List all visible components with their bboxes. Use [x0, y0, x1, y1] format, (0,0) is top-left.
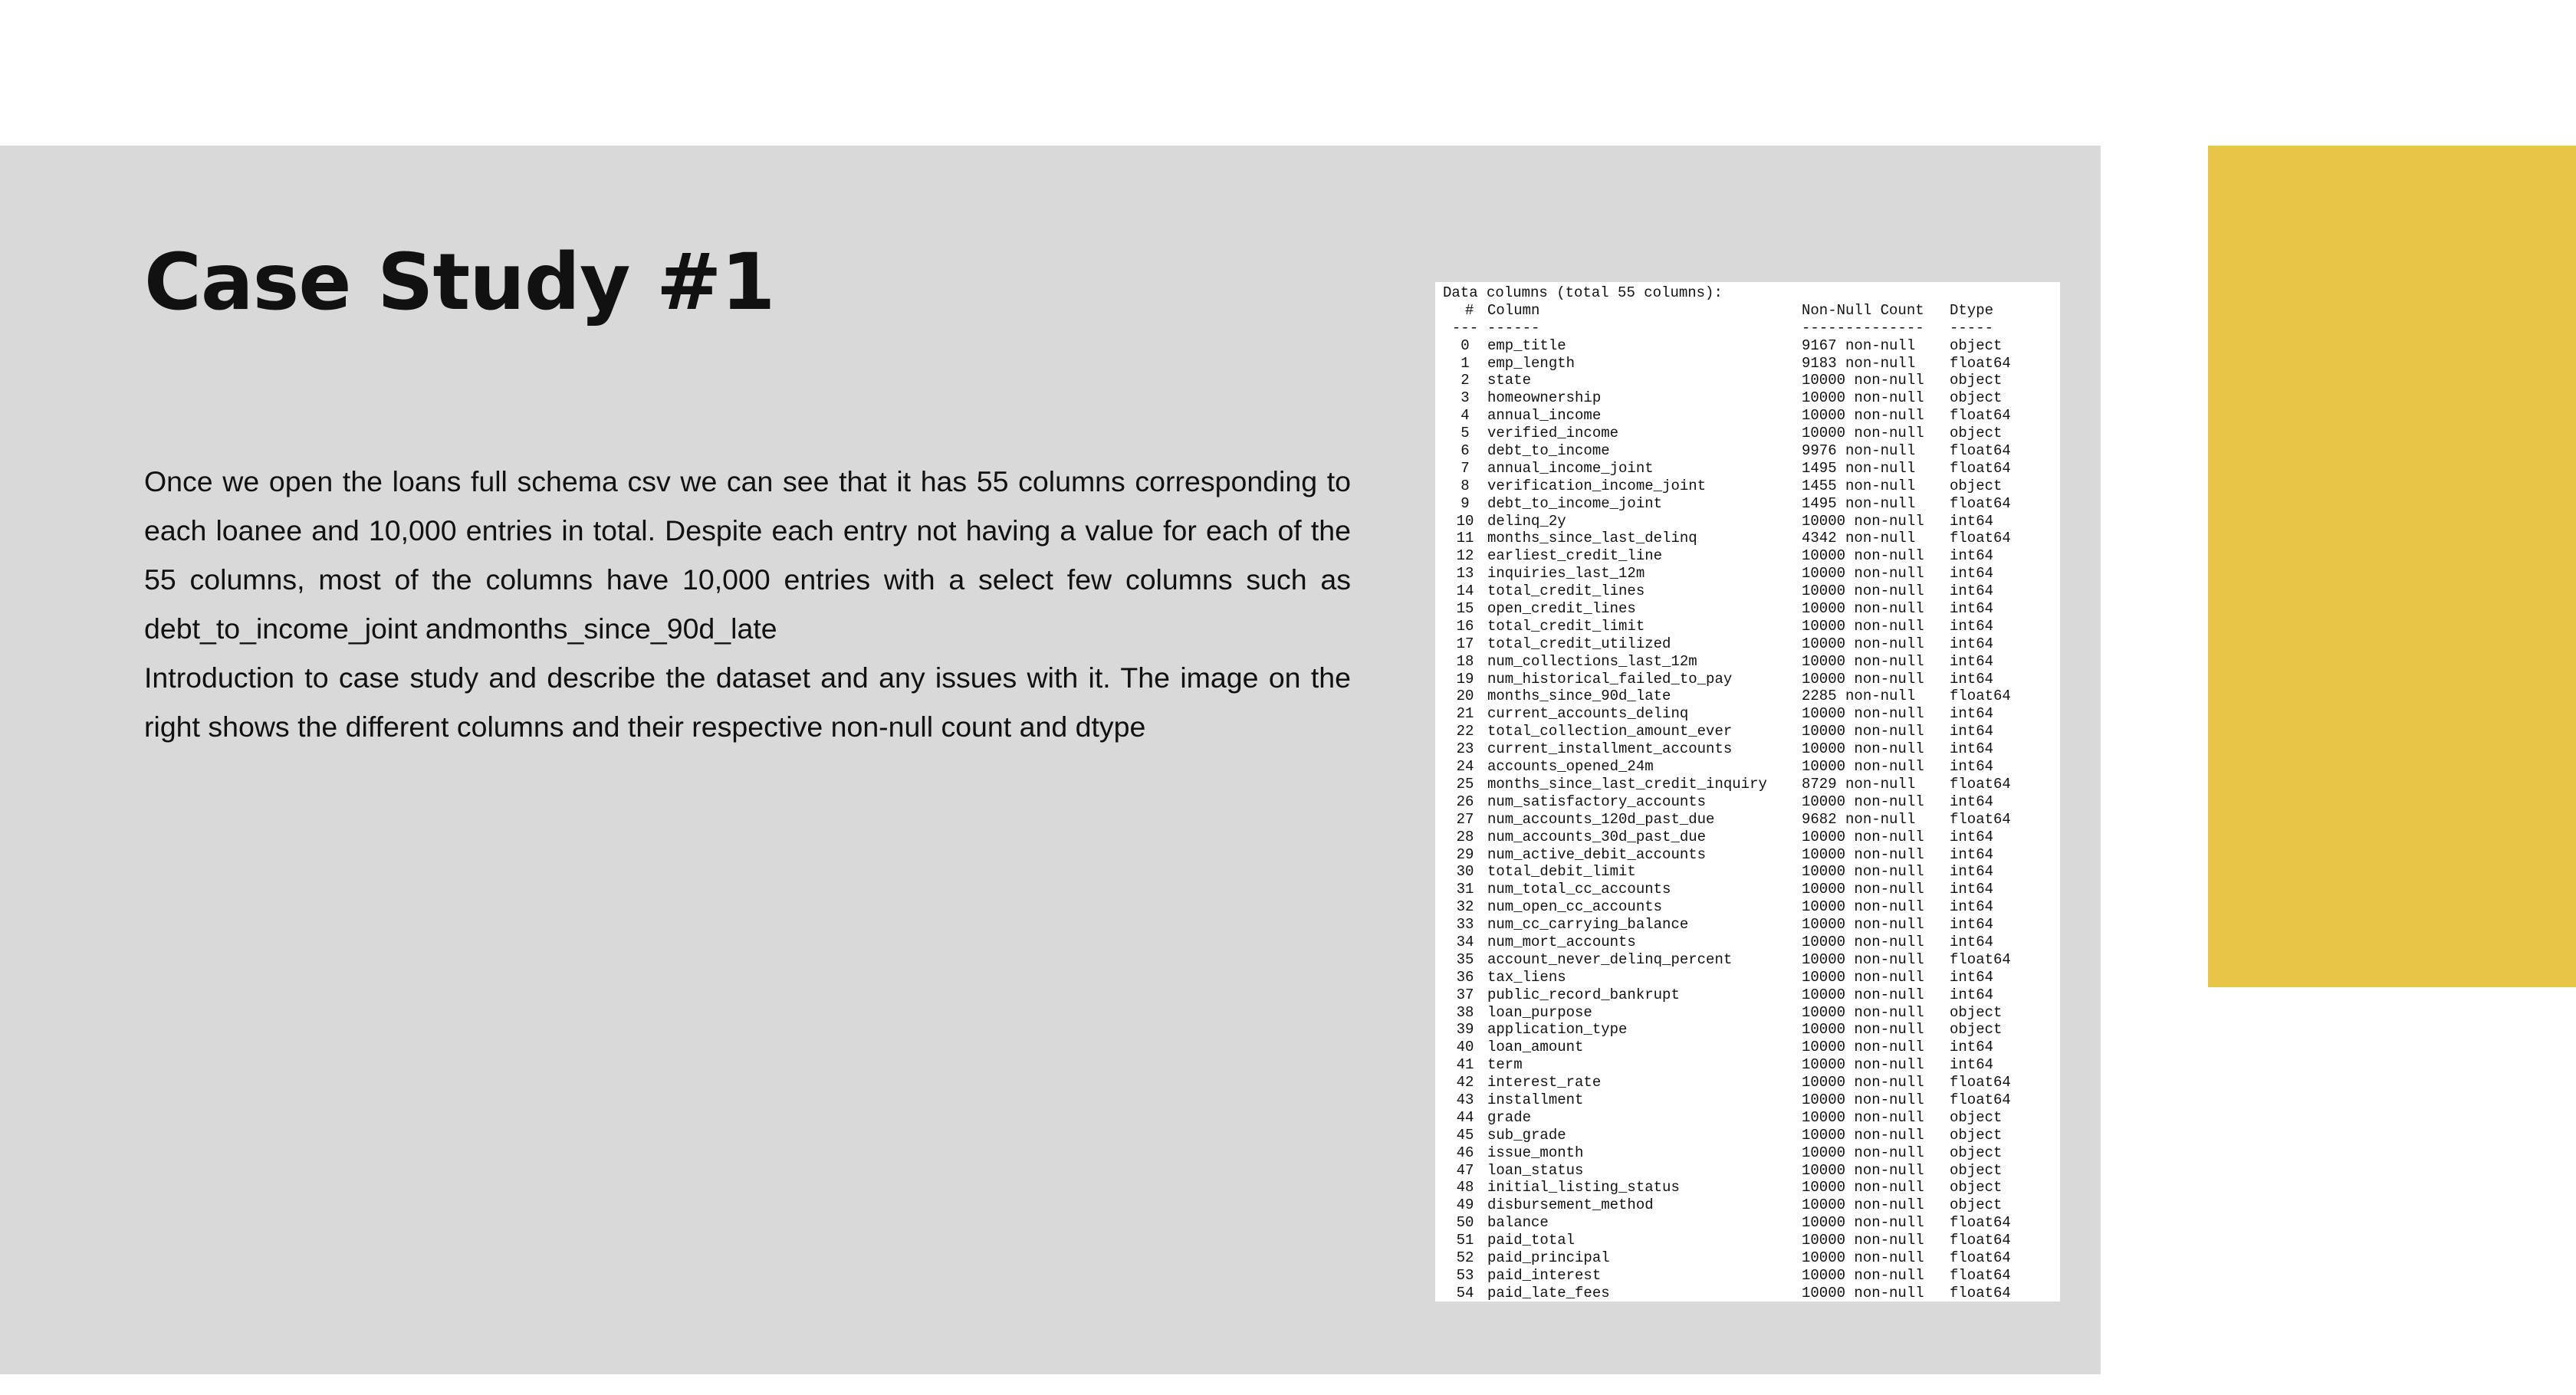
schema-cell-dtype: float64 — [1950, 494, 2011, 512]
schema-cell-count: 10000 non-null — [1802, 986, 1924, 1003]
schema-cell-dtype: float64 — [1950, 688, 2011, 705]
schema-cell-index: 35 — [1456, 950, 1474, 968]
schema-cell-dtype: float64 — [1950, 459, 2011, 477]
schema-cell-column: total_credit_lines — [1487, 583, 1645, 600]
schema-cell-dtype: object — [1950, 1003, 2003, 1021]
schema-row — [1443, 513, 2060, 530]
schema-cell-dtype: object — [1950, 372, 2003, 389]
schema-cell-index: 20 — [1456, 688, 1474, 705]
schema-cell-count: 10000 non-null — [1802, 407, 1924, 425]
schema-cell-index: 47 — [1456, 1161, 1474, 1179]
schema-row — [1443, 1249, 2060, 1267]
schema-cell-column: disbursement_method — [1487, 1196, 1654, 1214]
schema-cell-column: emp_title — [1487, 336, 1566, 354]
schema-row — [1443, 793, 2060, 811]
schema-cell-column: earliest_credit_line — [1487, 547, 1663, 565]
schema-cell-dtype: float64 — [1950, 1249, 2011, 1266]
schema-row — [1443, 1004, 2060, 1022]
schema-row — [1443, 583, 2060, 600]
schema-summary: Data columns (total 55 columns): — [1443, 284, 1723, 301]
schema-row — [1443, 1127, 2060, 1144]
schema-cell-column: issue_month — [1487, 1144, 1584, 1161]
slide-title: Case Study #1 — [144, 237, 775, 328]
schema-cell-column: num_historical_failed_to_pay — [1487, 670, 1733, 688]
schema-cell-index: 49 — [1456, 1196, 1474, 1214]
accent-yellow-block — [2208, 146, 2576, 987]
schema-cell-index: 29 — [1456, 845, 1474, 863]
schema-cell-index: 2 — [1460, 372, 1470, 389]
schema-cell-column: delinq_2y — [1487, 512, 1566, 530]
schema-cell-count: 10000 non-null — [1802, 1196, 1924, 1214]
schema-cell-dtype: int64 — [1950, 793, 1994, 810]
schema-row — [1443, 478, 2060, 495]
schema-cell-count: 10000 non-null — [1802, 1039, 1924, 1056]
schema-cell-count: 10000 non-null — [1802, 1249, 1924, 1266]
schema-cell-dtype: int64 — [1950, 881, 1994, 898]
schema-row — [1443, 547, 2060, 565]
schema-cell-dtype: float64 — [1950, 1214, 2011, 1232]
schema-cell-count: 10000 non-null — [1802, 1179, 1924, 1196]
schema-row — [1443, 565, 2060, 583]
schema-cell-dtype: int64 — [1950, 828, 1994, 845]
schema-cell-index: 51 — [1456, 1232, 1474, 1249]
schema-cell-index: 5 — [1460, 425, 1470, 442]
schema-cell-column: paid_principal — [1487, 1249, 1610, 1266]
schema-row — [1443, 635, 2060, 653]
schema-cell-index: 13 — [1456, 565, 1474, 583]
schema-cell-index: 28 — [1456, 828, 1474, 845]
schema-cell-column: months_since_last_delinq — [1487, 530, 1697, 547]
schema-cell-column: paid_interest — [1487, 1266, 1602, 1284]
schema-cell-dtype: int64 — [1950, 916, 1994, 934]
schema-cell-dtype: int64 — [1950, 986, 1994, 1003]
schema-cell-column: current_accounts_delinq — [1487, 705, 1689, 723]
schema-cell-index: 16 — [1456, 617, 1474, 635]
schema-header-dtype: Dtype — [1950, 301, 1994, 319]
schema-cell-dtype: int64 — [1950, 1039, 1994, 1056]
schema-cell-column: balance — [1487, 1214, 1549, 1232]
schema-cell-dtype: int64 — [1950, 652, 1994, 670]
schema-cell-count: 10000 non-null — [1802, 670, 1924, 688]
schema-cell-count: 10000 non-null — [1802, 828, 1924, 845]
schema-row — [1443, 1144, 2060, 1162]
body-paragraph-introduction: Introduction to case study and describe the dataset and any issues with it. The image on the right shows the different columns and their respective non-null count and dtype — [144, 661, 1351, 743]
schema-cell-dtype: object — [1950, 1144, 2003, 1161]
schema-cell-count: 10000 non-null — [1802, 898, 1924, 916]
schema-cell-count: 10000 non-null — [1802, 372, 1924, 389]
schema-cell-count: 10000 non-null — [1802, 600, 1924, 618]
schema-row — [1443, 1196, 2060, 1214]
schema-cell-dtype: object — [1950, 477, 2003, 494]
schema-cell-dtype: int64 — [1950, 600, 1994, 618]
schema-cell-count: 10000 non-null — [1802, 652, 1924, 670]
schema-cell-dtype: object — [1950, 1126, 2003, 1144]
schema-cell-index: 14 — [1456, 583, 1474, 600]
schema-cell-count: 10000 non-null — [1802, 723, 1924, 740]
schema-cell-index: 6 — [1460, 442, 1470, 460]
schema-cell-column: num_open_cc_accounts — [1487, 898, 1663, 916]
schema-cell-dtype: int64 — [1950, 898, 1994, 916]
schema-cell-count: 10000 non-null — [1802, 1056, 1924, 1074]
schema-row — [1443, 881, 2060, 898]
schema-cell-index: 9 — [1460, 494, 1470, 512]
schema-cell-column: debt_to_income — [1487, 442, 1610, 460]
schema-cell-column: paid_late_fees — [1487, 1284, 1610, 1301]
schema-cell-count: 10000 non-null — [1802, 950, 1924, 968]
schema-cell-count: 10000 non-null — [1802, 1091, 1924, 1108]
schema-cell-dtype: float64 — [1950, 442, 2011, 460]
schema-cell-dtype: int64 — [1950, 583, 1994, 600]
schema-cell-count: 10000 non-null — [1802, 565, 1924, 583]
schema-cell-dtype: float64 — [1950, 950, 2011, 968]
schema-cell-dtype: int64 — [1950, 933, 1994, 950]
schema-cell-dtype: float64 — [1950, 407, 2011, 425]
schema-row — [1443, 863, 2060, 881]
schema-cell-index: 52 — [1456, 1249, 1474, 1266]
schema-cell-index: 54 — [1456, 1284, 1474, 1301]
schema-cell-index: 39 — [1456, 1021, 1474, 1039]
schema-cell-dtype: float64 — [1950, 1266, 2011, 1284]
schema-row — [1443, 829, 2060, 846]
schema-separator-column: ------ — [1487, 319, 1540, 336]
schema-cell-count: 10000 non-null — [1802, 705, 1924, 723]
schema-cell-count: 10000 non-null — [1802, 1074, 1924, 1091]
schema-cell-dtype: int64 — [1950, 1056, 1994, 1074]
schema-cell-count: 1495 non-null — [1802, 494, 1916, 512]
schema-row — [1443, 618, 2060, 635]
schema-cell-index: 17 — [1456, 635, 1474, 652]
schema-cell-dtype: int64 — [1950, 617, 1994, 635]
schema-cell-count: 10000 non-null — [1802, 1126, 1924, 1144]
schema-cell-count: 10000 non-null — [1802, 1161, 1924, 1179]
schema-cell-count: 1495 non-null — [1802, 459, 1916, 477]
schema-cell-index: 10 — [1456, 512, 1474, 530]
schema-cell-count: 10000 non-null — [1802, 1021, 1924, 1039]
schema-cell-dtype: float64 — [1950, 1091, 2011, 1108]
schema-cell-column: loan_amount — [1487, 1039, 1584, 1056]
schema-row — [1443, 1074, 2060, 1091]
schema-cell-dtype: object — [1950, 1161, 2003, 1179]
schema-cell-column: tax_liens — [1487, 968, 1566, 986]
schema-cell-count: 10000 non-null — [1802, 863, 1924, 881]
schema-cell-dtype: float64 — [1950, 354, 2011, 372]
schema-cell-count: 10000 non-null — [1802, 845, 1924, 863]
schema-cell-count: 10000 non-null — [1802, 389, 1924, 407]
schema-cell-count: 10000 non-null — [1802, 547, 1924, 565]
schema-cell-index: 45 — [1456, 1126, 1474, 1144]
schema-cell-dtype: float64 — [1950, 530, 2011, 547]
schema-row — [1443, 495, 2060, 513]
schema-header-column: Column — [1487, 301, 1540, 319]
schema-row — [1443, 1214, 2060, 1232]
schema-cell-index: 31 — [1456, 881, 1474, 898]
schema-cell-count: 10000 non-null — [1802, 758, 1924, 776]
schema-cell-column: homeownership — [1487, 389, 1602, 407]
schema-cell-dtype: float64 — [1950, 775, 2011, 793]
schema-cell-index: 12 — [1456, 547, 1474, 565]
schema-cell-dtype: object — [1950, 336, 2003, 354]
schema-cell-dtype: int64 — [1950, 547, 1994, 565]
schema-header-index: # — [1456, 301, 1474, 319]
schema-row — [1443, 442, 2060, 460]
schema-cell-count: 10000 non-null — [1802, 617, 1924, 635]
schema-cell-column: total_debit_limit — [1487, 863, 1636, 881]
schema-cell-count: 10000 non-null — [1802, 1003, 1924, 1021]
schema-cell-count: 10000 non-null — [1802, 740, 1924, 758]
schema-cell-dtype: object — [1950, 1021, 2003, 1039]
schema-row — [1443, 1056, 2060, 1074]
schema-cell-dtype: float64 — [1950, 1074, 2011, 1091]
schema-cell-count: 10000 non-null — [1802, 916, 1924, 934]
schema-cell-index: 4 — [1460, 407, 1470, 425]
schema-row — [1443, 389, 2060, 407]
schema-cell-count: 9167 non-null — [1802, 336, 1916, 354]
schema-row — [1443, 600, 2060, 618]
schema-cell-index: 8 — [1460, 477, 1470, 494]
schema-row — [1443, 372, 2060, 389]
schema-row — [1443, 688, 2060, 705]
schema-cell-column: verified_income — [1487, 425, 1619, 442]
schema-row — [1443, 355, 2060, 373]
schema-cell-column: total_credit_limit — [1487, 617, 1645, 635]
schema-row — [1443, 951, 2060, 969]
schema-row — [1443, 1109, 2060, 1127]
schema-row — [1443, 758, 2060, 776]
schema-cell-dtype: int64 — [1950, 740, 1994, 758]
schema-cell-dtype: object — [1950, 425, 2003, 442]
schema-row — [1443, 934, 2060, 951]
schema-row — [1443, 425, 2060, 442]
schema-row — [1443, 1021, 2060, 1039]
schema-cell-column: public_record_bankrupt — [1487, 986, 1680, 1003]
schema-cell-count: 9183 non-null — [1802, 354, 1916, 372]
schema-cell-index: 34 — [1456, 933, 1474, 950]
schema-cell-index: 15 — [1456, 600, 1474, 618]
schema-row — [1443, 776, 2060, 793]
schema-cell-count: 9976 non-null — [1802, 442, 1916, 460]
schema-header-count: Non-Null Count — [1802, 301, 1924, 319]
schema-cell-column: total_collection_amount_ever — [1487, 723, 1733, 740]
schema-cell-index: 44 — [1456, 1108, 1474, 1126]
schema-row — [1443, 811, 2060, 829]
schema-cell-dtype: int64 — [1950, 863, 1994, 881]
schema-row — [1443, 846, 2060, 864]
schema-cell-index: 7 — [1460, 459, 1470, 477]
schema-cell-count: 10000 non-null — [1802, 635, 1924, 652]
schema-cell-index: 0 — [1460, 336, 1470, 354]
schema-row — [1443, 1162, 2060, 1180]
schema-cell-index: 26 — [1456, 793, 1474, 810]
schema-cell-column: current_installment_accounts — [1487, 740, 1733, 758]
schema-cell-index: 23 — [1456, 740, 1474, 758]
schema-row — [1443, 1285, 2060, 1301]
schema-cell-dtype: int64 — [1950, 723, 1994, 740]
schema-cell-column: emp_length — [1487, 354, 1576, 372]
schema-row — [1443, 460, 2060, 478]
schema-cell-dtype: object — [1950, 1179, 2003, 1196]
schema-row — [1443, 969, 2060, 986]
schema-cell-index: 43 — [1456, 1091, 1474, 1108]
schema-cell-count: 10000 non-null — [1802, 1232, 1924, 1249]
schema-cell-count: 4342 non-null — [1802, 530, 1916, 547]
schema-cell-column: paid_total — [1487, 1232, 1576, 1249]
schema-cell-column: months_since_90d_late — [1487, 688, 1671, 705]
schema-cell-dtype: object — [1950, 389, 2003, 407]
schema-cell-column: sub_grade — [1487, 1126, 1566, 1144]
schema-cell-column: verification_income_joint — [1487, 477, 1707, 494]
schema-cell-index: 3 — [1460, 389, 1470, 407]
schema-cell-dtype: float64 — [1950, 1232, 2011, 1249]
schema-row — [1443, 530, 2060, 547]
schema-cell-column: num_active_debit_accounts — [1487, 845, 1707, 863]
schema-row — [1443, 986, 2060, 1004]
schema-cell-count: 10000 non-null — [1802, 512, 1924, 530]
schema-header-row — [1443, 302, 2060, 320]
schema-cell-count: 10000 non-null — [1802, 1108, 1924, 1126]
schema-cell-index: 41 — [1456, 1056, 1474, 1074]
schema-row — [1443, 1232, 2060, 1249]
schema-cell-index: 30 — [1456, 863, 1474, 881]
schema-cell-column: accounts_opened_24m — [1487, 758, 1654, 776]
schema-cell-index: 11 — [1456, 530, 1474, 547]
schema-row — [1443, 898, 2060, 916]
schema-cell-column: loan_purpose — [1487, 1003, 1592, 1021]
schema-cell-index: 48 — [1456, 1179, 1474, 1196]
schema-cell-dtype: float64 — [1950, 1284, 2011, 1301]
schema-row — [1443, 407, 2060, 425]
schema-cell-dtype: int64 — [1950, 758, 1994, 776]
schema-cell-index: 21 — [1456, 705, 1474, 723]
schema-cell-index: 18 — [1456, 652, 1474, 670]
schema-cell-dtype: int64 — [1950, 512, 1994, 530]
schema-row — [1443, 653, 2060, 671]
schema-cell-dtype: int64 — [1950, 635, 1994, 652]
schema-cell-column: total_credit_utilized — [1487, 635, 1671, 652]
schema-cell-count: 1455 non-null — [1802, 477, 1916, 494]
schema-cell-column: application_type — [1487, 1021, 1628, 1039]
schema-cell-column: state — [1487, 372, 1532, 389]
schema-cell-dtype: int64 — [1950, 670, 1994, 688]
schema-separator-row — [1443, 320, 2060, 337]
schema-cell-index: 37 — [1456, 986, 1474, 1003]
schema-cell-dtype: float64 — [1950, 810, 2011, 828]
schema-cell-column: interest_rate — [1487, 1074, 1602, 1091]
schema-row — [1443, 1267, 2060, 1285]
schema-cell-count: 10000 non-null — [1802, 1214, 1924, 1232]
slide-body-text — [144, 457, 1351, 751]
schema-cell-column: num_accounts_120d_past_due — [1487, 810, 1715, 828]
schema-cell-index: 50 — [1456, 1214, 1474, 1232]
schema-cell-column: months_since_last_credit_inquiry — [1487, 775, 1767, 793]
schema-cell-column: grade — [1487, 1108, 1532, 1126]
schema-cell-index: 42 — [1456, 1074, 1474, 1091]
schema-cell-column: num_total_cc_accounts — [1487, 881, 1671, 898]
schema-separator-index: --- — [1451, 319, 1479, 336]
schema-cell-dtype: int64 — [1950, 968, 1994, 986]
schema-cell-count: 10000 non-null — [1802, 1284, 1924, 1301]
schema-row — [1443, 1039, 2060, 1056]
schema-cell-column: loan_status — [1487, 1161, 1584, 1179]
schema-cell-count: 10000 non-null — [1802, 793, 1924, 810]
schema-cell-column: num_mort_accounts — [1487, 933, 1636, 950]
schema-cell-index: 32 — [1456, 898, 1474, 916]
schema-cell-column: term — [1487, 1056, 1523, 1074]
schema-cell-index: 33 — [1456, 916, 1474, 934]
schema-cell-count: 10000 non-null — [1802, 1266, 1924, 1284]
dataframe-info-image — [1435, 282, 2060, 1301]
schema-cell-count: 10000 non-null — [1802, 425, 1924, 442]
schema-cell-column: annual_income — [1487, 407, 1602, 425]
schema-row — [1443, 1091, 2060, 1109]
schema-rows — [1443, 337, 2060, 1301]
schema-cell-column: annual_income_joint — [1487, 459, 1654, 477]
schema-cell-index: 1 — [1460, 354, 1470, 372]
schema-row — [1443, 337, 2060, 355]
schema-cell-count: 10000 non-null — [1802, 933, 1924, 950]
schema-row — [1443, 671, 2060, 688]
schema-cell-index: 46 — [1456, 1144, 1474, 1161]
schema-cell-dtype: object — [1950, 1108, 2003, 1126]
schema-cell-column: inquiries_last_12m — [1487, 565, 1645, 583]
schema-row — [1443, 740, 2060, 758]
schema-cell-dtype: object — [1950, 1196, 2003, 1214]
schema-cell-column: account_never_delinq_percent — [1487, 950, 1733, 968]
schema-cell-column: num_satisfactory_accounts — [1487, 793, 1707, 810]
schema-cell-index: 27 — [1456, 810, 1474, 828]
schema-row — [1443, 705, 2060, 723]
schema-cell-count: 2285 non-null — [1802, 688, 1916, 705]
schema-row — [1443, 1179, 2060, 1196]
schema-cell-column: installment — [1487, 1091, 1584, 1108]
schema-cell-column: open_credit_lines — [1487, 600, 1636, 618]
schema-cell-index: 22 — [1456, 723, 1474, 740]
schema-cell-count: 10000 non-null — [1802, 583, 1924, 600]
schema-cell-dtype: int64 — [1950, 565, 1994, 583]
schema-cell-column: initial_listing_status — [1487, 1179, 1680, 1196]
schema-cell-column: num_collections_last_12m — [1487, 652, 1697, 670]
schema-cell-index: 38 — [1456, 1003, 1474, 1021]
schema-separator-dtype: ----- — [1950, 319, 1994, 336]
schema-cell-dtype: int64 — [1950, 845, 1994, 863]
schema-row — [1443, 723, 2060, 740]
schema-cell-count: 10000 non-null — [1802, 881, 1924, 898]
body-paragraph-dataset-overview: Once we open the loans full schema csv we can see that it has 55 columns corresponding to each loanee and 10,000 entries in total. Despite each entry not having a value for each of the 55 columns, most of the columns have 10,000 entries with a select few columns such as debt_to_income_joint andmonths_since_90d_late — [144, 465, 1351, 645]
schema-cell-index: 53 — [1456, 1266, 1474, 1284]
schema-cell-count: 8729 non-null — [1802, 775, 1916, 793]
schema-cell-index: 25 — [1456, 775, 1474, 793]
schema-cell-column: debt_to_income_joint — [1487, 494, 1663, 512]
schema-cell-index: 24 — [1456, 758, 1474, 776]
schema-cell-count: 9682 non-null — [1802, 810, 1916, 828]
schema-cell-dtype: int64 — [1950, 705, 1994, 723]
schema-cell-index: 19 — [1456, 670, 1474, 688]
schema-cell-index: 36 — [1456, 968, 1474, 986]
schema-cell-count: 10000 non-null — [1802, 1144, 1924, 1161]
schema-separator-count: -------------- — [1802, 319, 1924, 336]
schema-row — [1443, 916, 2060, 934]
schema-cell-column: num_cc_carrying_balance — [1487, 916, 1689, 934]
schema-cell-index: 40 — [1456, 1039, 1474, 1056]
schema-cell-column: num_accounts_30d_past_due — [1487, 828, 1707, 845]
schema-cell-count: 10000 non-null — [1802, 968, 1924, 986]
